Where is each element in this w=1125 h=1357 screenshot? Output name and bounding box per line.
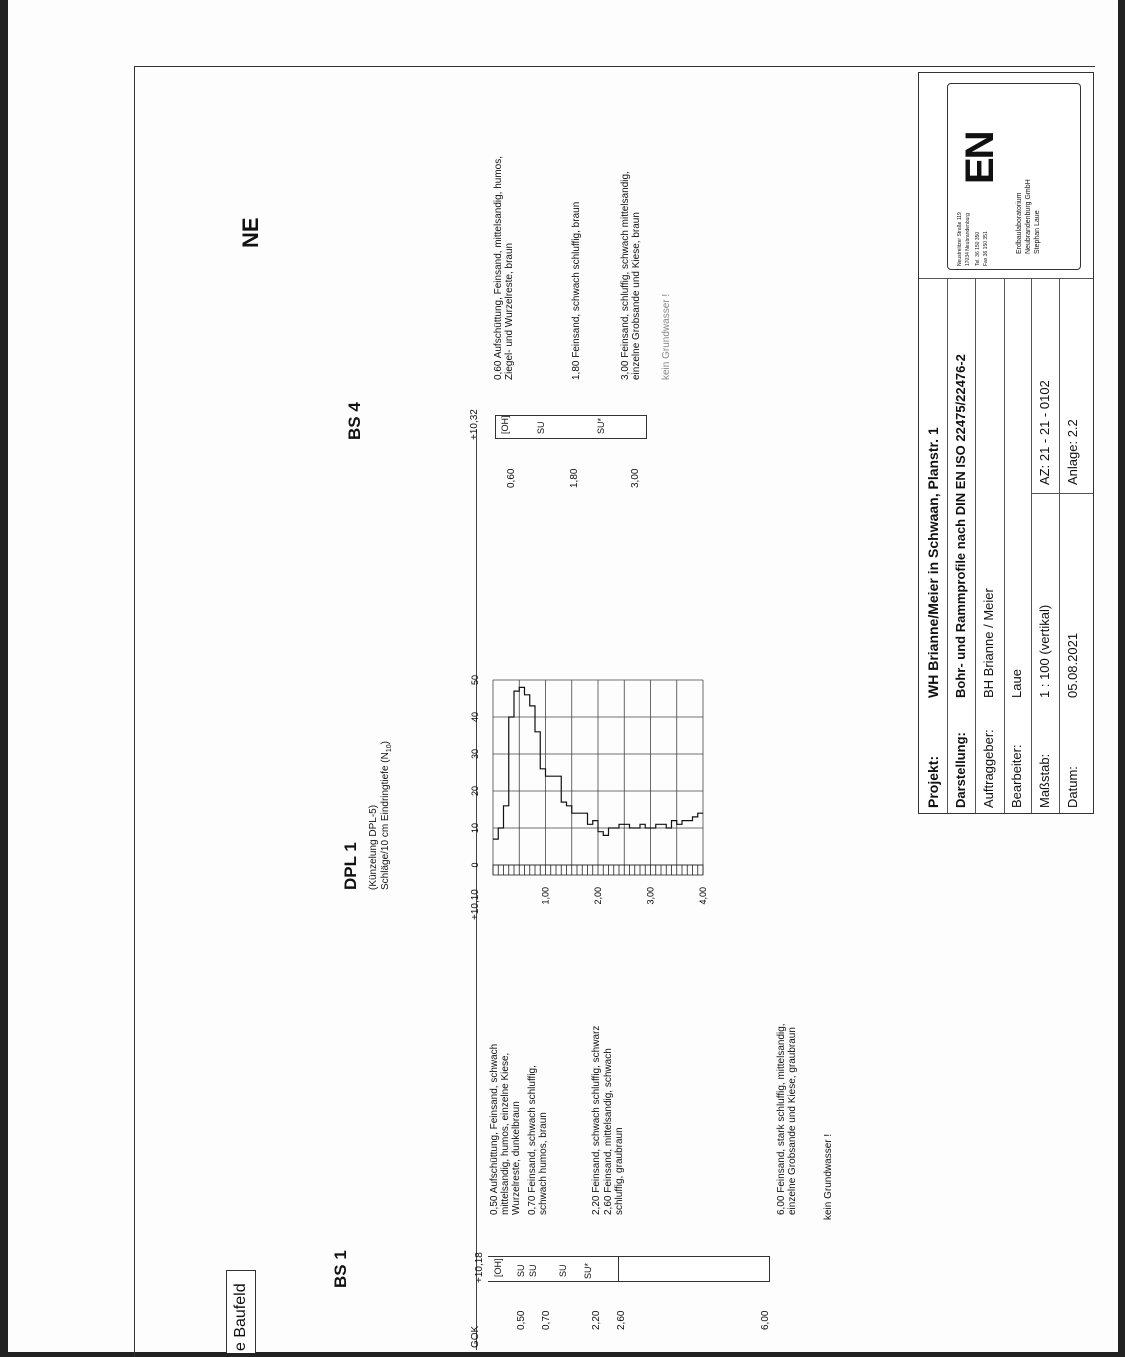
x-tick-label: 10 (470, 822, 480, 834)
bs1-title: BS 1 (331, 1250, 350, 1288)
dpl-subtitle-1: (Künzelung DPL-5) (368, 804, 379, 890)
company-box (947, 83, 1081, 270)
depth-tick-label: 2,00 (593, 887, 603, 905)
bs1-code-1: SU (516, 1264, 526, 1277)
company-tel: Tel. 36 150 350 (975, 231, 981, 266)
bs1-code-4: SU* (583, 1262, 593, 1279)
bs1-desc-0: 0,50 Aufschüttung, Feinsand, schwach mittelsandig, humos, einzelne Kiese, Wurzelreste, dunkelbraun (489, 1043, 522, 1215)
bs1-depth-3: 2,60 (616, 1310, 627, 1330)
dpl-subtitle-main: Schläge/10 cm Eindringtiefe (N (380, 752, 391, 890)
x-tick-label: 0 (470, 862, 480, 868)
darstellung-label: Darstellung: (953, 732, 968, 808)
tb-divider-5 (1059, 278, 1060, 813)
bs4-column (495, 415, 647, 439)
company-person: Stephan Laue (1034, 210, 1041, 254)
tb-divider-1 (947, 278, 948, 813)
x-tick-label: 30 (470, 748, 480, 760)
projekt-value: WH Brianne/Meier in Schwaan, Planstr. 1 (925, 427, 941, 698)
company-name-1: Erdbaulaboratorium (1016, 192, 1023, 254)
bs1-water: kein Grundwasser ! (823, 1133, 834, 1220)
bs1-depth-0: 0,50 (516, 1310, 527, 1330)
bs1-depth-1: 0,70 (541, 1310, 552, 1330)
bs4-code-0: [OH] (500, 415, 510, 434)
massstab-label: Maßstab: (1037, 753, 1052, 808)
x-tick-label: 20 (470, 785, 480, 797)
bs4-title: BS 4 (345, 402, 364, 440)
bs1-desc-1: 0,70 Feinsand, schwach schluffig, schwach humos, braun (527, 1065, 549, 1215)
bs4-code-2: SU* (596, 417, 606, 434)
bs1-column (488, 1256, 619, 1282)
gok-label: GOK (470, 1325, 481, 1348)
dpl-subtitle-subscript: 10 (386, 744, 393, 753)
x-tick-label: 50 (470, 674, 480, 686)
dpl-subtitle-2 (380, 741, 395, 890)
dpl-chart (463, 660, 723, 920)
depth-tick-label: 1,00 (540, 887, 551, 905)
baufeld-tab (226, 1270, 256, 1353)
depth-tick-label: 4,00 (698, 887, 708, 905)
bs1-desc-3: 2,60 Feinsand, mittelsandig, schwach schluffig, graubraun (603, 1048, 625, 1215)
bs1-code-3: SU (558, 1264, 568, 1277)
orientation-label: NE (238, 217, 263, 248)
bearbeiter-label: Bearbeiter: (1009, 744, 1024, 808)
dpl-subtitle-end: ) (380, 741, 391, 745)
bs4-desc-1: 1,80 Feinsand, schwach schluffig, braun (571, 201, 582, 380)
bs1-column-lower (618, 1256, 770, 1282)
bs1-code-0: [OH] (493, 1258, 503, 1277)
dpl-top-level: +10,10 (470, 889, 481, 920)
tb-divider-2 (975, 278, 976, 813)
bs4-top-level: +10,32 (469, 409, 480, 440)
bs4-water: kein Grundwasser ! (661, 293, 672, 380)
anlage-value: Anlage: 2.2 (1065, 419, 1080, 485)
massstab-value: 1 : 100 (vertikal) (1037, 604, 1052, 698)
company-address-2: 17034 Neubrandenburg (965, 213, 971, 266)
darstellung-value: Bohr- und Rammprofile nach DIN EN ISO 22475/22476-2 (953, 354, 968, 698)
bs1-depth-4: 6,00 (760, 1310, 771, 1330)
bs4-desc-2: 3,00 Feinsand, schluffig, schwach mittelsandig, einzelne Grobsande und Kiese, braun (620, 171, 642, 380)
tb-divider-top (919, 278, 1093, 279)
company-address-1: Neustrelitzer Straße 119 (957, 212, 963, 266)
company-name-2: Neubrandenburg GmbH (1025, 179, 1032, 254)
bs1-code-2: SU (528, 1264, 538, 1277)
tb-divider-3 (1004, 278, 1005, 813)
auftraggeber-value: BH Brianne / Meier (981, 588, 996, 698)
title-block (918, 72, 1094, 814)
scanned-page (8, 0, 1118, 1352)
bs4-desc-0: 0,60 Aufschüttung, Feinsand, mittelsandig, humos, Ziegel- und Wurzelreste, braun (493, 155, 515, 380)
x-tick-label: 40 (470, 711, 480, 723)
datum-value: 05.08.2021 (1065, 632, 1080, 698)
bs4-depth-2: 3,00 (630, 468, 641, 488)
az-value: AZ: 21 - 21 - 0102 (1037, 380, 1052, 485)
bs4-code-1: SU (536, 421, 546, 434)
bearbeiter-value: Laue (1009, 669, 1024, 698)
projekt-label: Projekt: (925, 755, 941, 808)
baufeld-label: e Baufeld (232, 1283, 249, 1351)
auftraggeber-label: Auftraggeber: (981, 729, 996, 808)
bs1-desc-2: 2,20 Feinsand, schwach schluffig, schwarz (591, 1025, 602, 1215)
tb-divider-mid (1031, 493, 1093, 494)
bs1-top-level: +10,18 (474, 1252, 485, 1283)
bs4-depth-0: 0,60 (506, 468, 517, 488)
tb-divider-4 (1031, 278, 1032, 813)
dpl-title: DPL 1 (341, 842, 360, 890)
depth-tick-label: 3,00 (645, 887, 656, 905)
bs1-desc-4: 6,00 Feinsand, stark schluffig, mittelsandig, einzelne Grobsande und Kiese, graubraun (776, 1023, 798, 1215)
bs1-depth-2: 2,20 (591, 1310, 602, 1330)
company-fax: Fax 36 150 351 (983, 231, 989, 266)
company-logo: EN (958, 132, 1002, 184)
datum-label: Datum: (1065, 766, 1080, 808)
bs4-depth-1: 1,80 (569, 468, 580, 488)
